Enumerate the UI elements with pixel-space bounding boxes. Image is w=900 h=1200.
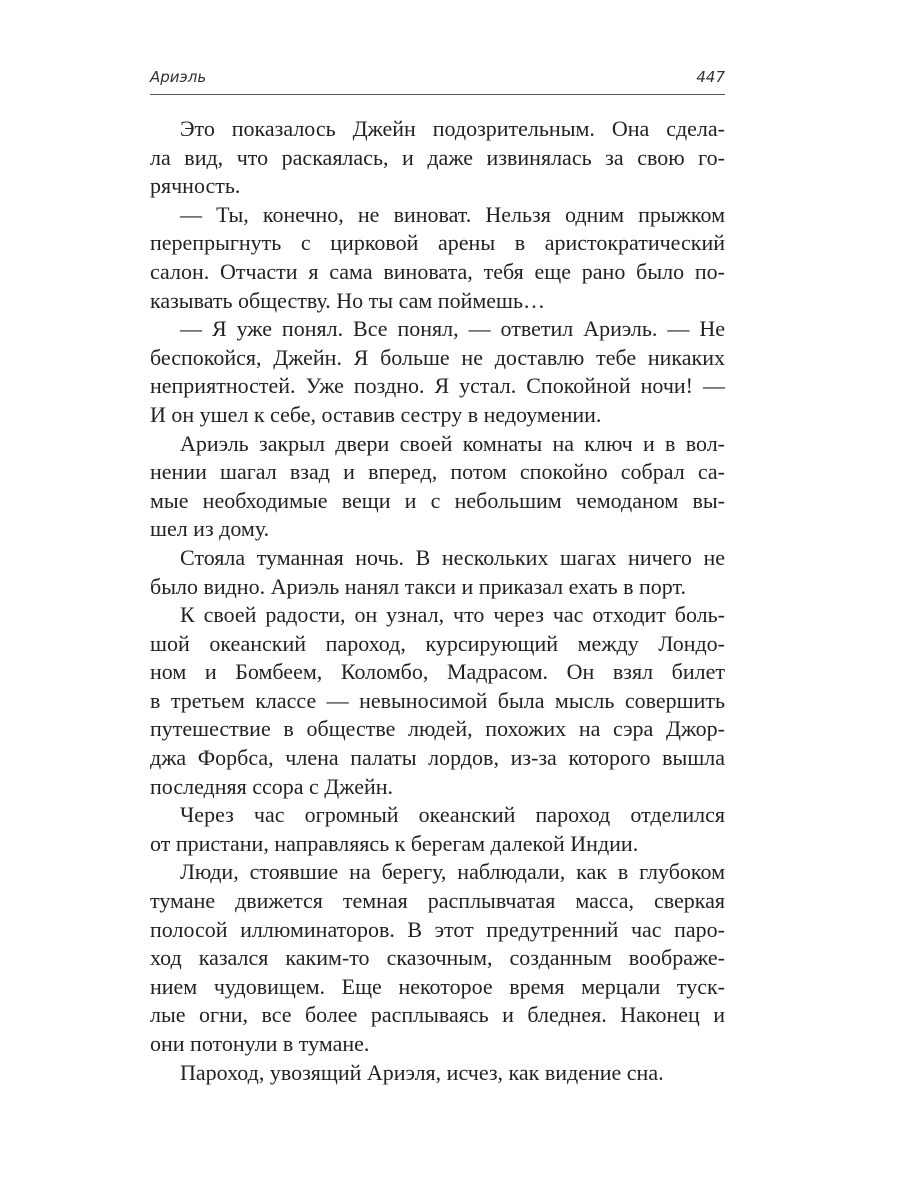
text-line: Люди, стоявшие на берегу, наблюдали, как в глубоком xyxy=(180,859,725,885)
text-line: Через час огромный океанский пароход отделился xyxy=(180,802,725,828)
paragraph xyxy=(150,1059,725,1088)
running-title: Ариэль xyxy=(150,68,207,86)
paragraph xyxy=(150,430,725,544)
text-line: путешествие в обществе людей, похожих на сэра Джор- xyxy=(150,716,725,742)
body-text xyxy=(150,115,725,1087)
text-line: последняя ссора с Джейн. xyxy=(150,773,394,799)
paragraph xyxy=(150,544,725,601)
text-line: ла вид, что раскаялась, и даже извинялась за свою го- xyxy=(150,144,725,170)
text-line: лые огни, все более расплываясь и бледнея. Наконец и xyxy=(150,1002,725,1028)
text-line: мые необходимые вещи и с небольшим чемоданом вы- xyxy=(150,487,725,513)
text-line: Это показалось Джейн подозрительным. Она сдела- xyxy=(180,116,725,141)
text-line: — Я уже понял. Все понял, — ответил Ариэль. — Не xyxy=(180,316,725,342)
text-line: И он ушел к себе, оставив сестру в недоумении. xyxy=(150,401,602,427)
text-line: Ариэль закрыл двери своей комнаты на ключ и в вол- xyxy=(180,430,725,456)
page-number: 447 xyxy=(696,68,725,86)
text-line: нием чудовищем. Еще некоторое время мерцали туск- xyxy=(150,973,725,999)
text-line: перепрыгнуть с цирковой арены в аристократический xyxy=(150,230,725,256)
paragraph xyxy=(150,858,725,1058)
paragraph xyxy=(150,201,725,315)
text-line: было видно. Ариэль нанял такси и приказал ехать в порт. xyxy=(150,573,686,599)
text-line: ном и Бомбеем, Коломбо, Мадрасом. Он взял билет xyxy=(150,659,725,685)
text-line: нении шагал взад и вперед, потом спокойно собрал са- xyxy=(150,459,725,485)
paragraph xyxy=(150,315,725,429)
paragraph xyxy=(150,115,725,201)
text-line: от пристани, направляясь к берегам далекой Индии. xyxy=(150,830,639,856)
text-line: К своей радости, он узнал, что через час отходит боль- xyxy=(180,602,725,628)
paragraph xyxy=(150,601,725,801)
text-line: салон. Отчасти я сама виновата, тебя еще рано было по- xyxy=(150,258,725,284)
text-line: ход казался каким-то сказочным, созданным воображе- xyxy=(150,945,725,971)
text-line: джа Форбса, члена палаты лордов, из-за которого вышла xyxy=(150,745,725,771)
text-line: казывать обществу. Но ты сам поймешь… xyxy=(150,287,546,313)
text-line: Пароход, увозящий Ариэля, исчез, как видение сна. xyxy=(180,1059,664,1085)
text-line: тумане движется темная расплывчатая масса, сверкая xyxy=(150,888,725,914)
text-line: они потонули в тумане. xyxy=(150,1031,370,1056)
page-header xyxy=(150,64,725,95)
text-line: Стояла туманная ночь. В нескольких шагах ничего не xyxy=(180,544,725,570)
text-line: шой океанский пароход, курсирующий между Лондо- xyxy=(150,630,725,656)
text-line: — Ты, конечно, не виноват. Нельзя одним прыжком xyxy=(180,201,725,227)
text-line: шел из дому. xyxy=(150,516,270,542)
paragraph xyxy=(150,801,725,858)
text-line: рячность. xyxy=(150,173,241,199)
text-line: полосой иллюминаторов. В этот предутренний час паро- xyxy=(150,916,725,942)
text-line: в третьем классе — невыносимой была мысль совершить xyxy=(150,687,725,713)
text-line: неприятностей. Уже поздно. Я устал. Спокойной ночи! — xyxy=(150,373,725,399)
text-line: беспокойся, Джейн. Я больше не доставлю тебе никаких xyxy=(150,344,725,370)
